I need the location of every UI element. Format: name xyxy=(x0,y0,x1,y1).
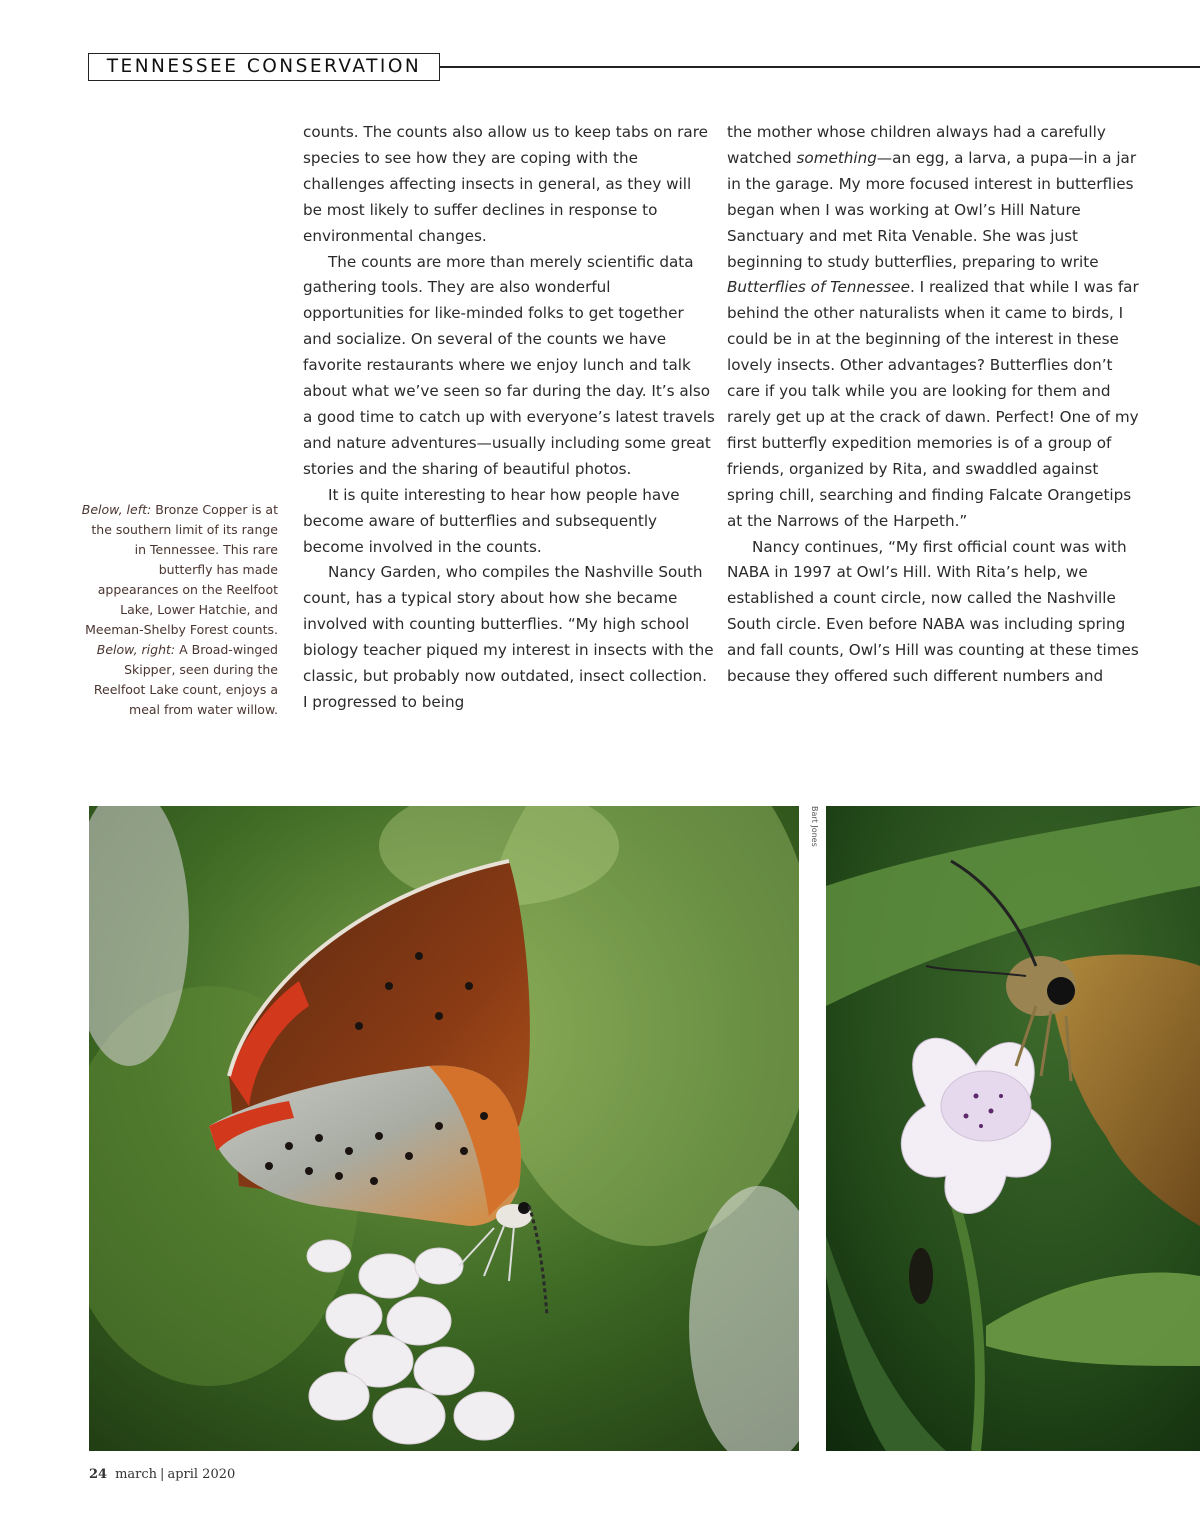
article-column-2 xyxy=(727,120,1139,690)
paragraph: Nancy continues, “My first official count was with NABA in 1997 at Owl’s Hill. With Rita’s help, we established a count circle, now called the Nashville South circle. Even before NABA was including spring and fall counts, Owl’s Hill was counting at these times because they offered such different numbers and xyxy=(727,537,1139,686)
issue-month-1: march xyxy=(115,1467,158,1482)
bronze-copper-photo xyxy=(89,806,799,1451)
page-footer xyxy=(89,1467,235,1482)
broad-winged-skipper-photo xyxy=(826,806,1200,1451)
paragraph: It is quite interesting to hear how people have become aware of butterflies and subsequently become involved in the counts. xyxy=(303,485,680,556)
caption-right-text: A Broad-winged Skipper, seen during the Reelfoot Lake count, enjoys a meal from water willow. xyxy=(93,642,278,717)
issue-separator: | xyxy=(160,1467,165,1482)
photo-caption xyxy=(80,500,278,720)
text-run: the mother whose children always had a carefully watched xyxy=(727,123,1106,167)
page-number: 24 xyxy=(89,1467,108,1482)
photo-credit: Bart Jones xyxy=(810,806,819,847)
section-header: TENNESSEE CONSERVATION xyxy=(88,53,440,81)
emphasis: something xyxy=(796,148,877,167)
caption-left-label: Below, left: xyxy=(81,502,152,517)
paragraph: Nancy Garden, who compiles the Nashville South count, has a typical story about how she became involved with counting butterflies. “My high school biology teacher piqued my interest in insects with the classic, but probably now outdated, insect collection. I progressed to being xyxy=(303,563,714,711)
caption-right-label: Below, right: xyxy=(96,642,176,657)
caption-left-text: Bronze Copper is at the southern limit of its range in Tennessee. This rare butterfly has made appearances on the Reelfoot Lake, Lower Hatchie, and Meeman-Shelby Forest counts. xyxy=(85,502,278,637)
text-run: . I realized that while I was far behind the other naturalists when it came to birds, I could be in at the beginning of the interest in these lovely insects. Other advantages? Butterflies don’t care if you talk while you are looking for them and rarely get up at the crack of dawn. Perfect! One of my first butterfly expedition memories is of a group of friends, organized by Rita, and swaddled against spring chill, searching and finding Falcate Orangetips at the Narrows of the Harpeth.” xyxy=(727,278,1139,530)
paragraph: The counts are more than merely scientific data gathering tools. They are also wonderful opportunities for like-minded folks to get together and socialize. On several of the counts we have favorite restaurants where we enjoy lunch and talk about what we’ve seen so far during the day. It’s also a good time to catch up with everyone’s latest travels and nature adventures—usually including some great stories and the sharing of beautiful photos. xyxy=(303,252,715,478)
paragraph: counts. The counts also allow us to keep tabs on rare species to see how they are coping with the challenges affecting insects in general, as they will be most likely to suffer declines in response to environmental changes. xyxy=(303,123,708,245)
text-run: —an egg, a larva, a pupa—in a jar in the garage. My more focused interest in butterflies began when I was working at Owl’s Hill Nature Sanctuary and met Rita Venable. She was just beginning to study butterflies, preparing to write xyxy=(727,148,1137,271)
issue-month-2: april 2020 xyxy=(167,1467,236,1482)
paragraph xyxy=(727,120,1139,535)
header-rule xyxy=(440,66,1200,68)
book-title: Butterflies of Tennessee xyxy=(727,278,910,297)
article-column-1 xyxy=(303,120,715,716)
